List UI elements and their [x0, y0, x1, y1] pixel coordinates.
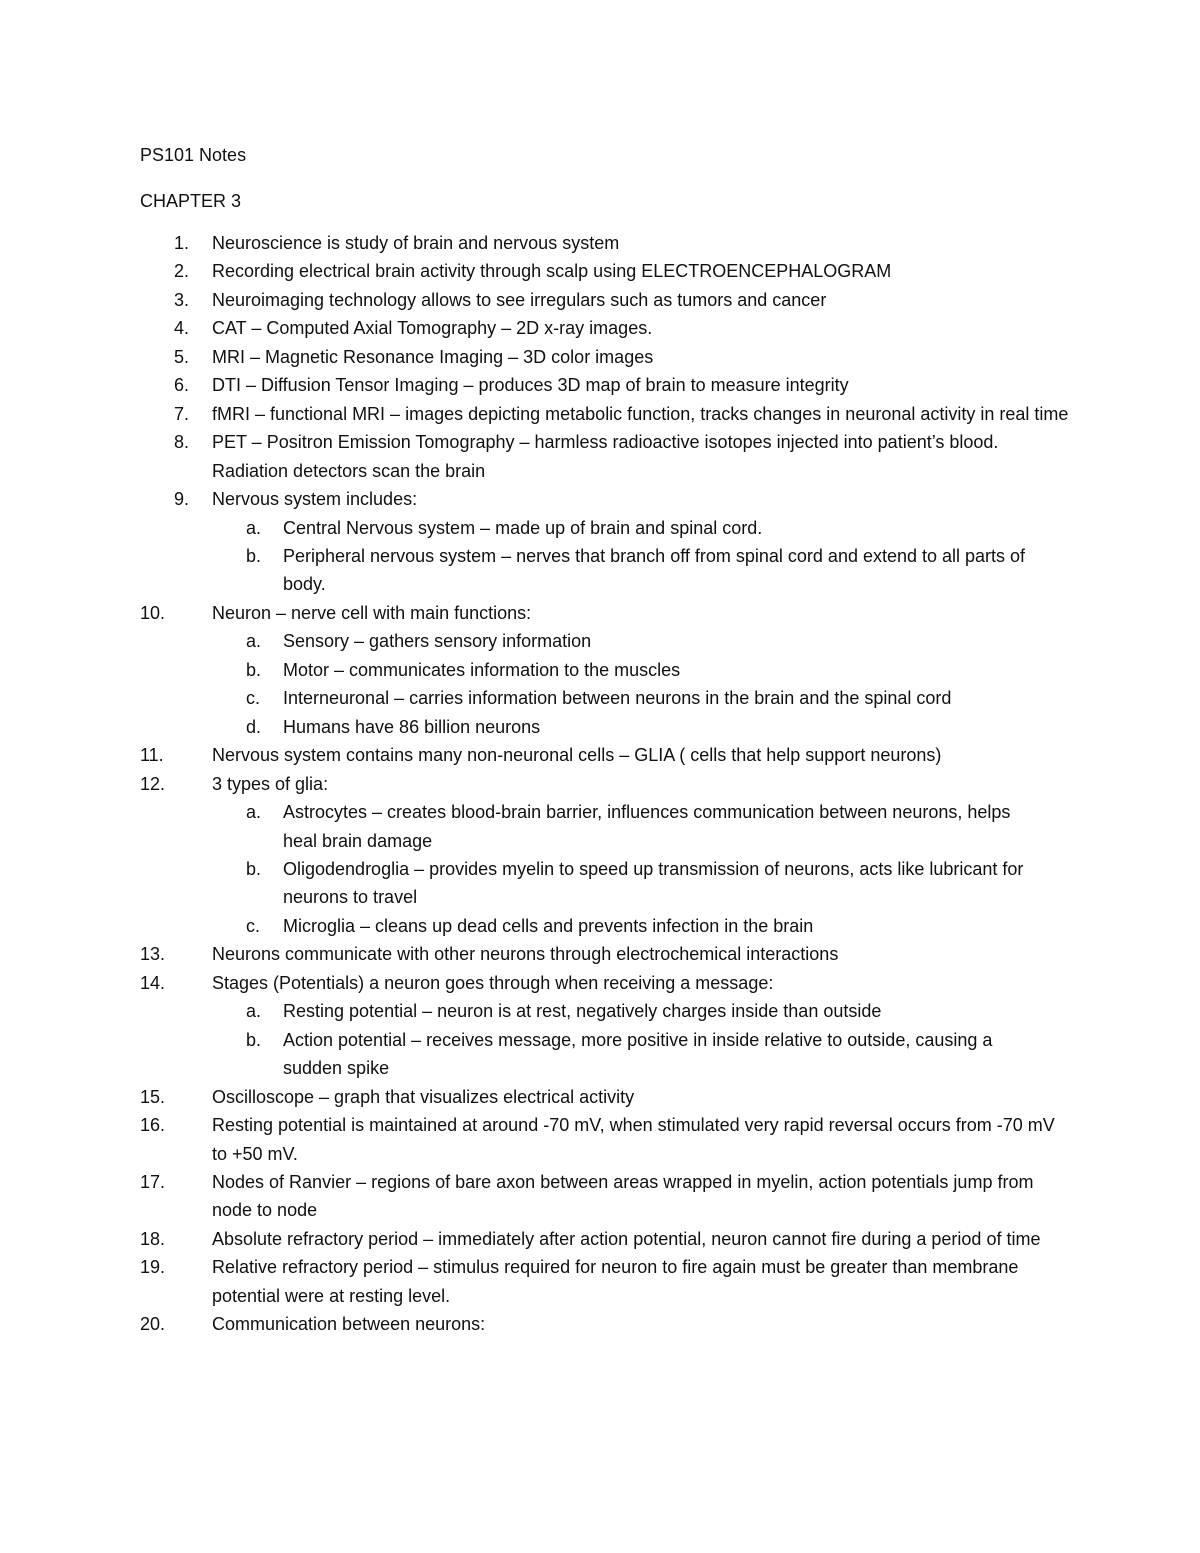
list-item-number: 14. [140, 972, 166, 993]
notes-list [0, 229, 1200, 1339]
list-item-text: Absolute refractory period – immediately after action potential, neuron cannot fire during a period of time [212, 1228, 1041, 1249]
sub-list [0, 798, 1060, 940]
sub-list-item-letter: b. [246, 545, 262, 566]
list-item [0, 485, 1072, 599]
list-item-number: 11. [140, 745, 164, 766]
sub-list-item-text: Sensory – gathers sensory information [283, 631, 592, 652]
list-item [0, 1168, 1072, 1225]
list-item-text: MRI – Magnetic Resonance Imaging – 3D color images [212, 346, 654, 367]
list-item [0, 229, 1072, 257]
sub-list [0, 514, 1060, 599]
sub-list-item-text: Astrocytes – creates blood-brain barrier, influences communication between neurons, helps heal brain damage [283, 802, 1011, 851]
sub-list-item-text: Humans have 86 billion neurons [283, 716, 541, 737]
list-item-text: DTI – Diffusion Tensor Imaging – produces 3D map of brain to measure integrity [212, 375, 849, 396]
list-item [0, 741, 1072, 769]
list-item [0, 1083, 1072, 1111]
sub-list-item [0, 713, 1043, 741]
sub-list-item-letter: b. [246, 659, 262, 680]
list-item [0, 314, 1072, 342]
sub-list-item [0, 514, 1043, 542]
list-item-number: 13. [140, 944, 166, 965]
list-item-text: Nervous system contains many non-neuronal cells – GLIA ( cells that help support neurons) [212, 745, 942, 766]
list-item-number: 17. [140, 1171, 166, 1192]
sub-list-item [0, 798, 1043, 855]
list-item [0, 1111, 1072, 1168]
list-item-number: 5. [174, 346, 190, 367]
list-item-text: Nodes of Ranvier – regions of bare axon between areas wrapped in myelin, action potentials jump from node to node [212, 1171, 1034, 1221]
sub-list-item-letter: a. [246, 1001, 262, 1022]
list-item-text: fMRI – functional MRI – images depicting metabolic function, tracks changes in neuronal activity in real time [212, 403, 1069, 424]
list-item [0, 286, 1072, 314]
list-item [0, 257, 1072, 285]
list-item-text: Resting potential is maintained at around -70 mV, when stimulated very rapid reversal occurs from -70 mV to +50 mV. [212, 1115, 1055, 1164]
list-item-text: Neuron – nerve cell with main functions: [212, 602, 532, 623]
sub-list [0, 997, 1060, 1082]
document-title: PS101 Notes [140, 145, 247, 165]
sub-list-item-text: Motor – communicates information to the muscles [283, 659, 681, 680]
list-item-number: 7. [174, 403, 190, 424]
list-item [0, 343, 1072, 371]
sub-list-item [0, 542, 1043, 599]
sub-list-item-letter: a. [246, 802, 262, 823]
list-item-text: Neurons communicate with other neurons through electrochemical interactions [212, 944, 839, 965]
sub-list-item-letter: a. [246, 517, 262, 538]
list-item-number: 15. [140, 1086, 166, 1107]
list-item-number: 19. [140, 1257, 166, 1278]
list-item-number: 18. [140, 1228, 166, 1249]
list-item-text: Relative refractory period – stimulus required for neuron to fire again must be greater than membrane potential were at resting level. [212, 1257, 1019, 1306]
list-item [0, 770, 1072, 941]
list-item-number: 2. [174, 261, 190, 282]
list-item [0, 940, 1072, 968]
sub-list-item [0, 1026, 1043, 1083]
sub-list-item [0, 912, 1043, 940]
list-item-text: CAT – Computed Axial Tomography – 2D x-ray images. [212, 318, 653, 339]
list-item-number: 20. [140, 1314, 166, 1335]
list-item-number: 16. [140, 1115, 166, 1136]
sub-list-item-letter: c. [246, 688, 261, 709]
sub-list-item [0, 855, 1043, 912]
list-item [0, 1310, 1072, 1338]
list-item-number: 6. [174, 375, 190, 396]
sub-list-item-letter: a. [246, 631, 262, 652]
list-item-text: PET – Positron Emission Tomography – harmless radioactive isotopes injected into patient’s blood. Radiation detectors scan the brain [212, 432, 999, 481]
list-item-text: Communication between neurons: [212, 1314, 486, 1335]
list-item-text: Neuroimaging technology allows to see irregulars such as tumors and cancer [212, 289, 827, 310]
list-item-text: Neuroscience is study of brain and nervous system [212, 233, 620, 253]
list-item-text: Nervous system includes: [212, 489, 418, 510]
sub-list-item-text: Resting potential – neuron is at rest, negatively charges inside than outside [283, 1001, 882, 1022]
list-item-text: Oscilloscope – graph that visualizes electrical activity [212, 1086, 635, 1107]
list-item-number: 3. [174, 289, 190, 310]
sub-list-item-text: Oligodendroglia – provides myelin to speed up transmission of neurons, acts like lubricant for neurons to travel [283, 858, 1024, 908]
list-item-text: Recording electrical brain activity through scalp using ELECTROENCEPHALOGRAM [212, 261, 892, 282]
list-item [0, 969, 1072, 1083]
sub-list-item-letter: d. [246, 716, 262, 737]
sub-list-item-letter: c. [246, 915, 261, 936]
sub-list-item-text: Microglia – cleans up dead cells and prevents infection in the brain [283, 915, 814, 936]
sub-list-item-text: Action potential – receives message, more positive in inside relative to outside, causing a sudden spike [283, 1029, 993, 1079]
list-item [0, 371, 1072, 399]
list-item [0, 428, 1072, 485]
sub-list-item-letter: b. [246, 1029, 262, 1050]
chapter-heading: CHAPTER 3 [140, 191, 242, 211]
list-item-number: 1. [174, 233, 190, 253]
sub-list [0, 627, 1060, 741]
sub-list-item [0, 627, 1043, 655]
list-item [0, 1225, 1072, 1253]
sub-list-item [0, 997, 1043, 1025]
list-item-text: 3 types of glia: [212, 773, 329, 794]
sub-list-item-text: Interneuronal – carries information between neurons in the brain and the spinal cord [283, 688, 952, 709]
list-item-number: 8. [174, 432, 190, 453]
list-item-number: 9. [174, 489, 190, 510]
sub-list-item [0, 684, 1043, 712]
list-item-number: 10. [140, 602, 166, 623]
list-item [0, 400, 1072, 428]
list-item-text: Stages (Potentials) a neuron goes through when receiving a message: [212, 972, 774, 993]
list-item [0, 599, 1072, 741]
sub-list-item-text: Central Nervous system – made up of brain and spinal cord. [283, 517, 763, 538]
list-item [0, 1253, 1072, 1310]
list-item-number: 4. [174, 318, 190, 339]
sub-list-item [0, 656, 1043, 684]
list-item-number: 12. [140, 773, 166, 794]
sub-list-item-text: Peripheral nervous system – nerves that branch off from spinal cord and extend to all parts of body. [283, 545, 1026, 595]
sub-list-item-letter: b. [246, 858, 262, 879]
